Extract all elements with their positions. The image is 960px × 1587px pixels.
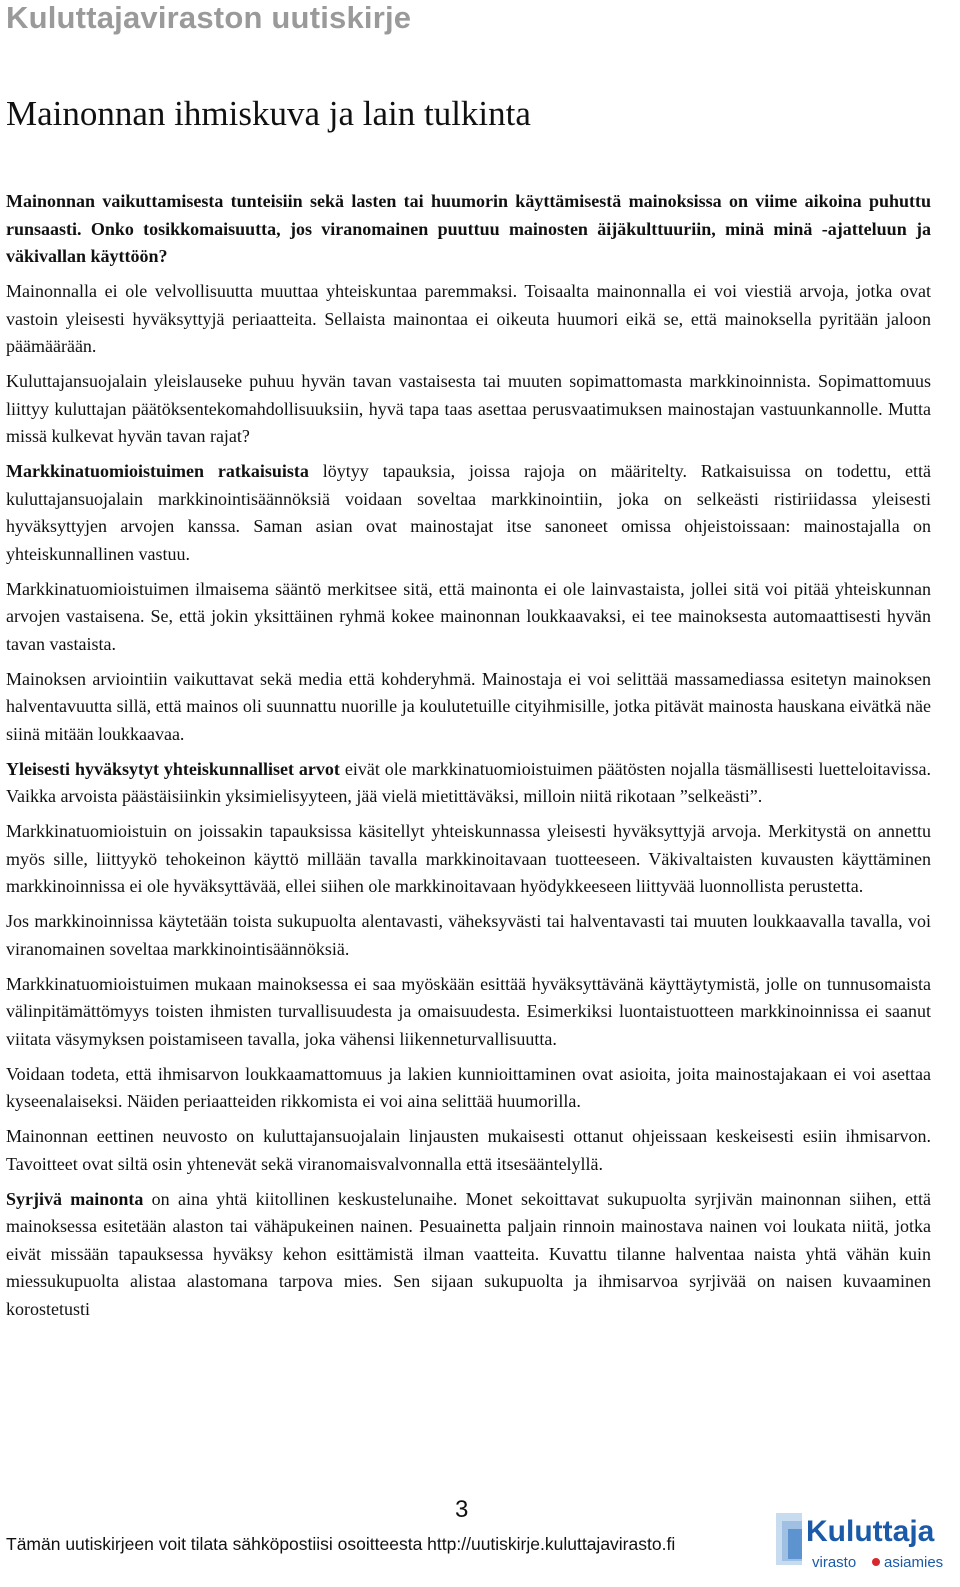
paragraph-12-bold: Syrjivä mainonta (6, 1188, 144, 1209)
paragraph-2: Kuluttajansuojalain yleislauseke puhuu hyvän tavan vastaisesta tai muuten sopimattomasta markkinoinnista. Sopimattomuus liittyy kuluttajan päätöksentekomahdollisuuksiin, hyvä tapa taas asettaa perusvaatimuksen mainostajan vastuunkannolle. Mutta missä kulkevat hyvän tavan rajat? (6, 371, 931, 446)
paragraph-10: Voidaan todeta, että ihmisarvon loukkaamattomuus ja lakien kunnioittaminen ovat asioita, joita mainostajakaan ei voi asettaa kyseenalaiseksi. Näiden periaatteiden rikkomista ei voi aina selittää huumorilla. (6, 1063, 931, 1111)
paragraph-8: Jos markkinoinnissa käytetään toista sukupuolta alentavasti, väheksyvästi tai halventavasti tai muuten loukkaavalla tavalla, voi viranomainen soveltaa markkinointisäännöksiä. (6, 911, 931, 959)
paragraph-12 (6, 1186, 931, 1324)
paragraph-4: Markkinatuomioistuimen ilmaisema sääntö merkitsee sitä, että mainonta ei ole lainvastaista, jollei sitä voi pitää yhteiskunnan arvojen vastaisena. Se, että jokin yksittäinen ryhmä kokee mainonnan loukkaavaksi, ei tee mainoksesta automaattisesti hyvän tavan vastaista. (6, 578, 931, 654)
logo-mark-icon (776, 1513, 802, 1565)
paragraph-12-text: on aina yhtä kiitollinen keskustelunaihe. Monet sekoittavat sukupuolta syrjivän mainonnan siihen, että mainoksessa esitetään alaston tai vähäpukeinen nainen. Pesuainetta paljain rinnoin mainostava nainen voi loukata niitä, jotka eivät missään tapauksessa hyväksy kehon esittämistä ilman vaatteita. Kuvattu tilanne halventaa naista yhtä vähän kuin miessukupuolta alistaa alastomana tarpova mies. Sen sijaan sukupuolta ja ihmisarvoa syrjivää on naisen kuvaaminen korostetusti (6, 1188, 931, 1319)
article-title: Mainonnan ihmiskuva ja lain tulkinta (6, 94, 531, 133)
article-lead: Mainonnan vaikuttamisesta tunteisiin sekä lasten tai huumorin käyttämisestä mainoksissa on viime aikoina puhuttu runsaasti. Onko tosikkomaisuutta, jos viranomainen puuttuu mainosten äijäkulttuuriin, minä minä -ajatteluun ja väkivallan käyttöön? (6, 191, 931, 266)
page-number: 3 (455, 1496, 469, 1523)
paragraph-7: Markkinatuomioistuin on joissakin tapauksissa käsitellyt yhteiskunnassa yleisesti hyväksyttyjä arvoja. Merkitystä on annettu myös sille, liittyykö tehokeinon käyttö millään tavalla markkinoitavaan tuotteeseen. Väkivaltaisten kuvausten käyttäminen markkinoinnissa ei ole hyväksyttävää, ellei siihen ole markkinoitavaan hyödykkeeseen liittyvää luonnollista perustetta. (6, 821, 931, 896)
article-body (6, 188, 931, 1331)
paragraph-3-bold: Markkinatuomioistuimen ratkaisuista (6, 461, 309, 481)
paragraph-1: Mainonnalla ei ole velvollisuutta muuttaa yhteiskuntaa paremmaksi. Toisaalta mainonnalla ei voi viestiä arvoja, jotka ovat vastoin yleisesti hyväksyttyjä periaatteita. Sellaista mainontaa ei oikeuta huumori eikä se, että mainoksella pyritään jaloon päämäärään. (6, 281, 931, 356)
logo-asiamies-text: asiamies (884, 1554, 944, 1571)
kuluttajavirasto-logo (776, 1505, 952, 1577)
logo-dot-icon (872, 1558, 880, 1566)
paragraph-3 (6, 458, 931, 568)
paragraph-6 (6, 756, 931, 811)
newsletter-masthead: Kuluttajaviraston uutiskirje (6, 0, 412, 35)
paragraph-9: Markkinatuomioistuimen mukaan mainoksessa ei saa myöskään esittää hyväksyttävänä käyttäytymistä, jolle on tunnusomaista välinpitämättömyys toisten ihmisten turvallisuudesta ja omaisuudesta. Esimerkiksi luontaistuotteen markkinoinnissa ei saanut viitata väsymyksen poistamiseen tavalla, joka vähensi liikenneturvallisuutta. (6, 973, 931, 1049)
paragraph-11: Mainonnan eettinen neuvosto on kuluttajansuojalain linjausten mukaisesti ottanut ohjeissaan keskeisesti esiin ihmisarvon. Tavoitteet ovat siltä osin yhtenevät sekä viranomaisvalvonnalla että itsesääntelyllä. (6, 1126, 931, 1174)
paragraph-3-text: löytyy tapauksia, joissa rajoja on määritelty. Ratkaisuissa on todettu, että kuluttajansuojalain markkinointisäännöksiä voidaan soveltaa markkinointiin, joka on selkeästi ristiriidassa yleisesti hyväksyttyjen arvojen kanssa. Saman asian ovat mainostajat itse sanoneet omissa ohjeistoissaan: mainostajalla on yhteiskunnallinen vastuu. (6, 461, 931, 564)
paragraph-5: Mainoksen arviointiin vaikuttavat sekä media että kohderyhmä. Mainostaja ei voi selittää massamediassa esitetyn mainoksen halventavuutta sillä, että mainos oli suunnattu nuorille ja koulutetuille cityihmisille, jotka pitävät mainosta hauskana eivätkä näe siinä mitään loukkaavaa. (6, 668, 931, 744)
logo-virasto-text: virasto (812, 1554, 857, 1571)
paragraph-6-bold: Yleisesti hyväksytyt yhteiskunnalliset arvot (6, 758, 340, 779)
paragraph-6-text: eivät ole markkinatuomioistuimen päätösten nojalla täsmällisesti luetteloitavissa. Vaikka arvoista päästäisiinkin yksimielisyyteen, jää vielä mietittäväksi, milloin niitä rikotaan ”selkeästi”. (6, 758, 931, 806)
logo-name-text: Kuluttaja (806, 1515, 935, 1548)
subscription-footer: Tämän uutiskirjeen voit tilata sähköpostiisi osoitteesta http://uutiskirje.kuluttajavirasto.fi (6, 1534, 676, 1554)
